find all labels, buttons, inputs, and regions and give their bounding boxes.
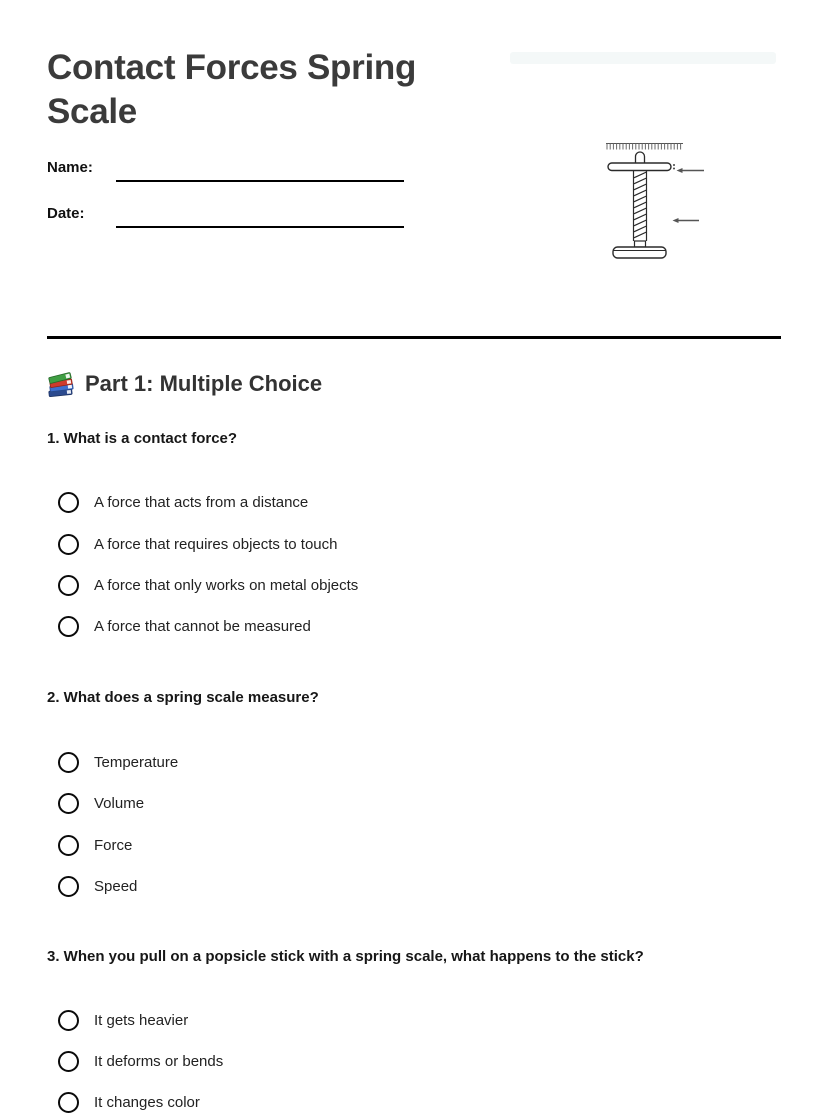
arrow-to-spring xyxy=(673,218,700,223)
radio-button[interactable] xyxy=(58,876,79,897)
ruler xyxy=(606,144,683,147)
q2-option-row-2[interactable] xyxy=(58,792,144,815)
spring-scale-diagram xyxy=(603,140,713,267)
question-2-label: 2. What does a spring scale measure? xyxy=(47,689,319,706)
faint-watermark xyxy=(510,52,776,64)
q1-option-row-1[interactable] xyxy=(58,491,308,514)
option-label: Force xyxy=(94,837,133,854)
section-title: Part 1: Multiple Choice xyxy=(85,371,323,396)
option-label: A force that cannot be measured xyxy=(94,618,311,635)
option-label: It changes color xyxy=(94,1094,200,1111)
name-label: Name: xyxy=(47,159,93,176)
option-label: It deforms or bends xyxy=(94,1053,224,1070)
radio-button[interactable] xyxy=(58,616,79,637)
section-heading xyxy=(47,371,322,397)
q3-option-row-2[interactable] xyxy=(58,1050,223,1073)
radio-button[interactable] xyxy=(58,752,79,773)
books-icon xyxy=(47,372,75,397)
option-label: A force that acts from a distance xyxy=(94,494,309,511)
q1-option-row-3[interactable] xyxy=(58,574,358,597)
option-label: A force that requires objects to touch xyxy=(94,536,338,553)
q3-option-row-3[interactable] xyxy=(58,1091,200,1114)
date-label: Date: xyxy=(47,205,85,222)
radio-button[interactable] xyxy=(58,492,79,513)
option-label: It gets heavier xyxy=(94,1012,189,1029)
name-input[interactable] xyxy=(116,158,404,182)
section-divider xyxy=(47,336,781,339)
q2-option-row-3[interactable] xyxy=(58,834,132,857)
radio-button[interactable] xyxy=(58,1092,79,1113)
q3-option-row-1[interactable] xyxy=(58,1009,188,1032)
q1-option-row-2[interactable] xyxy=(58,533,337,556)
date-input[interactable] xyxy=(116,204,404,228)
option-label: A force that only works on metal objects xyxy=(94,577,359,594)
page-title: Contact Forces Spring Scale xyxy=(47,48,417,131)
question-3-label: 3. When you pull on a popsicle stick with a spring scale, what happens to the stick? xyxy=(47,948,644,965)
q1-option-row-4[interactable] xyxy=(58,615,311,638)
option-label: Temperature xyxy=(94,754,179,771)
option-label: Volume xyxy=(94,795,145,812)
q2-option-row-4[interactable] xyxy=(58,875,137,898)
radio-button[interactable] xyxy=(58,534,79,555)
question-1-label: 1. What is a contact force? xyxy=(47,430,238,447)
radio-button[interactable] xyxy=(58,1010,79,1031)
radio-button[interactable] xyxy=(58,1051,79,1072)
radio-button[interactable] xyxy=(58,835,79,856)
option-label: Speed xyxy=(94,878,138,895)
arrow-to-crossbar xyxy=(677,168,705,173)
q2-option-row-1[interactable] xyxy=(58,751,178,774)
radio-button[interactable] xyxy=(58,575,79,596)
radio-button[interactable] xyxy=(58,793,79,814)
